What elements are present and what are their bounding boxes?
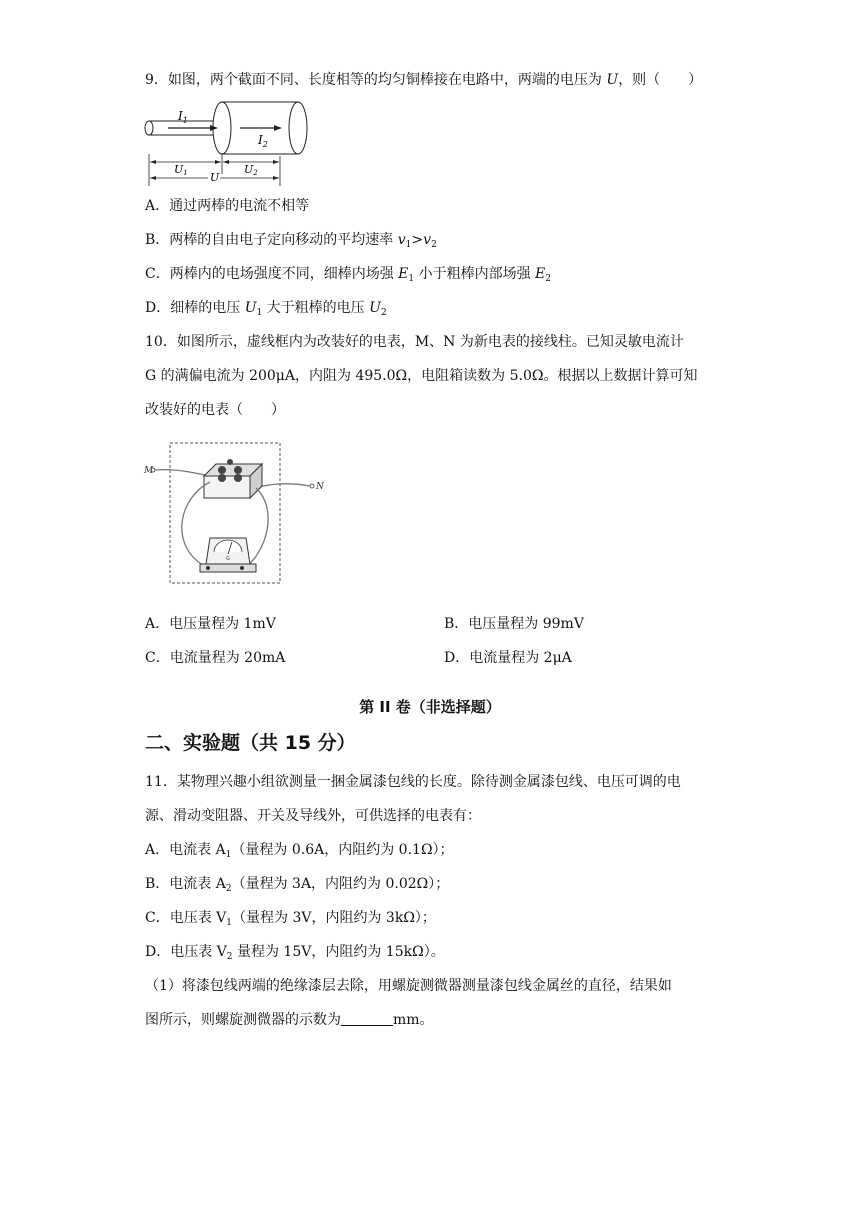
q11-option-a: A．电流表 $A_1$（量程为 0.6A，内阻约为 0.1Ω）； [145,842,454,860]
q9-copper-rods-figure [138,96,308,188]
q9-stem-text: 如图，两个截面不同、长度相等的均匀铜棒接在电路中，两端的电压为 [167,72,607,88]
q10-option-b: B．电压量程为 99mV [444,616,584,632]
q9-stem-end: ，则（ ） [618,72,703,88]
q11-option-b: B．电流表 $A_2$（量程为 3A，内阻约为 0.02Ω）； [145,876,450,894]
q10-terminal-n: N [316,482,324,492]
q9-option-d: D．细棒的电压 $U_1$ 大于粗棒的电压 $U_2$ [145,300,387,318]
q11-option-c: C．电压表 $V_1$（量程为 3V，内阻约为 3kΩ）； [145,910,436,928]
q9-label-i1: $I_1$ [178,109,188,125]
q9-label-u: U [210,171,220,184]
q11-option-d: D．电压表 $V_2$ 量程为 15V，内阻约为 15kΩ）。 [145,944,445,962]
q11-stem-line2: 源、滑动变阻器、开关及导线外，可供选择的电表有： [145,808,481,824]
q11-part1-line1: （1）将漆包线两端的绝缘漆层去除，用螺旋测微器测量漆包线金属丝的直径，结果如 [145,978,672,994]
q10-terminal-m: M [144,466,154,476]
q11-part1-line2: 图所示，则螺旋测微器的示数为 mm。 [145,1012,434,1028]
q9-option-a: A．通过两棒的电流不相等 [145,198,310,214]
q10-ammeter-figure [138,438,338,588]
q10-stem-line3: 改装好的电表（ ） [145,402,285,418]
section-heading: 二、实验题（共 15 分） [145,732,356,754]
q10-galvanometer-g: G [226,556,230,562]
q9-label-u2: U2 [244,163,258,177]
q10-stem-line1: 10．如图所示，虚线框内为改装好的电表，M、N 为新电表的接线柱。已知灵敏电流计 [145,334,684,350]
q10-option-d: D．电流量程为 2μA [444,650,572,666]
volume-title: 第 II 卷（非选择题） [359,698,501,716]
q9-label-u1: U1 [174,163,188,177]
q10-option-a: A．电压量程为 1mV [145,616,276,632]
q9-stem-var: U [606,72,619,88]
q9-stem [145,70,702,90]
q9-option-c: C．两棒内的电场强度不同，细棒内场强 $E_1$ 小于粗棒内部场强 $E_2$ [145,266,552,284]
q9-option-b: B．两棒的自由电子定向移动的平均速率 $v_1>v_2$ [145,232,437,250]
q9-label-i2: $I_2$ [258,133,268,149]
q11-stem-line1: 11．某物理兴趣小组欲测量一捆金属漆包线的长度。除待测金属漆包线、电压可调的电 [145,774,681,790]
q10-stem-line2: G 的满偏电流为 200μA，内阻为 495.0Ω，电阻箱读数为 5.0Ω。根据以上数据计算可知 [145,368,698,384]
q11-answer-blank[interactable] [341,1011,393,1026]
q10-option-c: C．电流量程为 20mA [145,650,286,666]
q9-number: 9． [145,72,168,88]
